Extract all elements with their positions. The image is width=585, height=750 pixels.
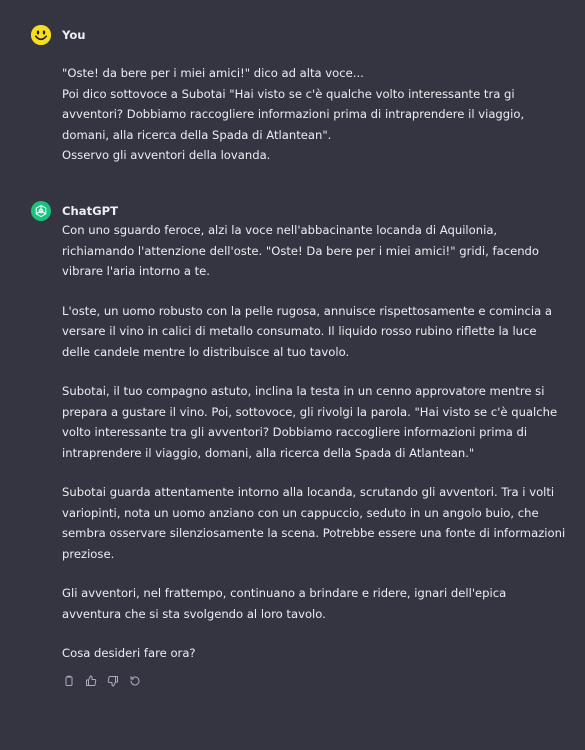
assistant-paragraph: Con uno sguardo feroce, alzi la voce nell'abbacinante locanda di Aquilonia, richiamando l'attenzione dell'oste. "Oste! Da bere per i miei amici!" gridi, facendo vibrare l'aria intorno a te. — [62, 223, 540, 278]
copy-icon[interactable] — [62, 674, 76, 688]
thumbs-up-icon[interactable] — [84, 674, 98, 688]
thumbs-down-icon[interactable] — [106, 674, 120, 688]
assistant-paragraph: Cosa desideri fare ora? — [62, 646, 196, 660]
assistant-message-text — [62, 220, 567, 688]
user-message-line: domani, alla ricerca della Spada di Atlantean". — [62, 127, 332, 142]
assistant-paragraph: Subotai guarda attentamente intorno alla locanda, scrutando gli avventori. Tra i volti variopinti, nota un uomo anziano con un cappuccio, seduto in un angolo buio, che sembra osservare silenziosamente la scena. Potrebbe essere una fonte di informazioni preziose. — [62, 485, 566, 561]
assistant-paragraph: Gli avventori, nel frattempo, continuano a brindare e ridere, ignari dell'epica avventura che si sta svolgendo al loro tavolo. — [62, 586, 507, 621]
assistant-author-row — [31, 200, 567, 222]
assistant-message — [31, 200, 567, 688]
user-author-name: You — [62, 28, 86, 42]
assistant-paragraph: L'oste, un uomo robusto con la pelle rugosa, annuisce rispettosamente e comincia a versare il vino in calici di metallo consumato. Il liquido rosso rubino riflette la luce delle candele mentre lo distribuisce al tuo tavolo. — [62, 303, 552, 359]
user-message-line: Osservo gli avventori della lovanda. — [62, 148, 271, 162]
user-message — [31, 24, 567, 166]
smiley-avatar-icon — [31, 25, 51, 45]
message-actions — [62, 674, 567, 688]
user-message-text — [62, 63, 567, 166]
user-author-row — [31, 24, 567, 46]
user-message-line: avventori? Dobbiamo raccogliere informazioni prima di intraprendere il viaggio, — [62, 107, 525, 121]
assistant-paragraph: Subotai, il tuo compagno astuto, inclina la testa in un cenno approvatore mentre si prepara a gustare il vino. Poi, sottovoce, gli rivolgi la parola. "Hai visto se c'è qualche volto interessante tra gli avventori? Dobbiamo raccogliere informazioni prima di intraprendere il viaggio, domani, alla ricerca della Spada di Atlantean." — [62, 384, 558, 460]
regenerate-icon[interactable] — [128, 674, 142, 688]
openai-logo-icon — [31, 201, 51, 221]
assistant-author-name: ChatGPT — [62, 204, 119, 218]
user-message-line: Poi dico sottovoce a Subotai "Hai visto se c'è qualche volto interessante tra gi — [62, 86, 515, 101]
user-message-line: "Oste! da bere per i miei amici!" dico ad alta voce... — [62, 66, 364, 80]
